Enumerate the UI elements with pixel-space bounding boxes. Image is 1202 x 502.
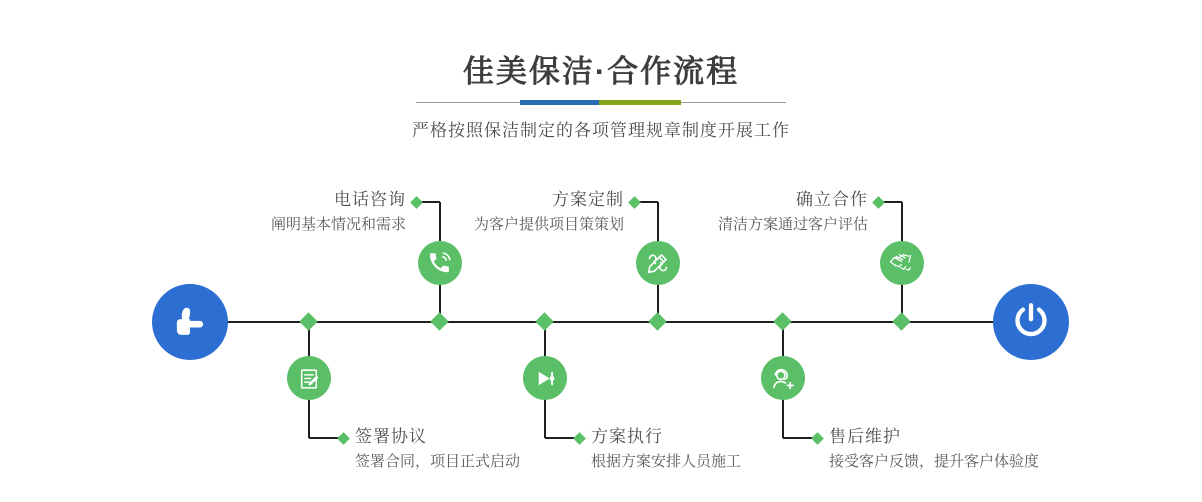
step-subtitle: 清洁方案通过客户评估 xyxy=(717,216,868,233)
timeline-node-diamond xyxy=(535,312,553,330)
design-tools-icon xyxy=(636,241,680,285)
divider-blue-segment xyxy=(520,100,599,105)
contract-signing-icon xyxy=(287,356,331,400)
label-diamond xyxy=(410,196,423,209)
page-title: 佳美保洁·合作流程 xyxy=(462,54,740,89)
header xyxy=(0,0,1202,141)
step-subtitle: 根据方案安排人员施工 xyxy=(591,453,742,470)
connector-line xyxy=(783,437,813,439)
divider-green-segment xyxy=(599,100,681,105)
step-subtitle: 接受客户反馈，提升客户体验度 xyxy=(829,453,1040,470)
phone-call-icon xyxy=(418,241,462,285)
timeline-node-diamond xyxy=(892,312,910,330)
label-diamond xyxy=(811,432,824,445)
timeline-line xyxy=(227,321,993,323)
connector-line xyxy=(545,437,575,439)
step-title: 售后维护 xyxy=(829,427,901,446)
step-title: 方案定制 xyxy=(552,190,624,209)
page-subtitle: 严格按照保洁制定的各项管理规章制度开展工作 xyxy=(412,121,790,140)
step-subtitle: 为客户提供项目策策划 xyxy=(473,216,624,233)
label-diamond xyxy=(628,196,641,209)
step-title: 签署协议 xyxy=(355,427,427,446)
timeline-end-node xyxy=(993,284,1069,360)
power-icon xyxy=(1011,300,1051,345)
timeline-node-diamond xyxy=(430,312,448,330)
play-execute-icon xyxy=(523,356,567,400)
connector-line xyxy=(309,437,339,439)
label-diamond xyxy=(573,432,586,445)
customer-service-icon xyxy=(761,356,805,400)
timeline-node-diamond xyxy=(773,312,791,330)
step-title: 电话咨询 xyxy=(334,190,406,209)
handshake-icon xyxy=(880,241,924,285)
step-title: 方案执行 xyxy=(591,427,663,446)
title-divider xyxy=(416,100,786,106)
timeline-node-diamond xyxy=(299,312,317,330)
step-subtitle: 签署合同，项目正式启动 xyxy=(355,453,521,470)
label-diamond xyxy=(872,196,885,209)
timeline-node-diamond xyxy=(648,312,666,330)
step-subtitle: 阐明基本情况和需求 xyxy=(270,216,406,233)
pointing-hand-icon xyxy=(169,299,211,346)
step-title: 确立合作 xyxy=(796,190,868,209)
label-diamond xyxy=(337,432,350,445)
timeline-start-node xyxy=(152,284,228,360)
